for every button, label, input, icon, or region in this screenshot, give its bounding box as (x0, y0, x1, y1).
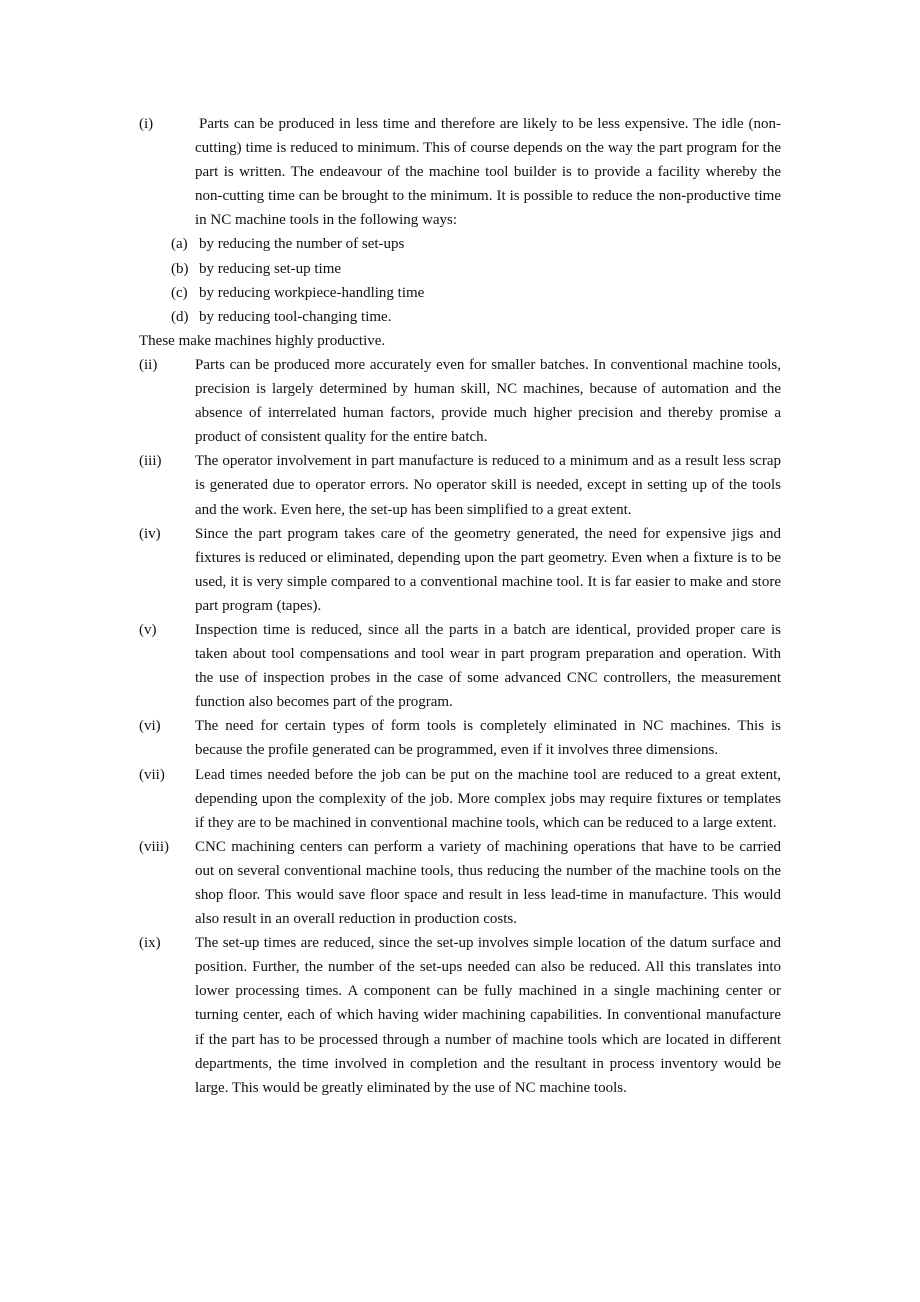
sub-item-text: by reducing set-up time (199, 260, 342, 277)
list-item-v (139, 618, 781, 714)
list-item-ix (139, 931, 781, 1100)
document-page (139, 112, 781, 1100)
sub-item-a (139, 232, 781, 256)
sub-item-b (139, 257, 781, 281)
item-text: Since the part program takes care of the geometry generated, the need for expensive jigs and fixtures is reduced or eliminated, depending upon the part geometry. Even when a fixture is to be used, it is very simple compared to a conventional machine tool. It is far easier to make and store part program (tapes). (195, 525, 781, 614)
item-text: Lead times needed before the job can be put on the machine tool are reduced to a great extent, depending upon the complexity of the job. More complex jobs may require fixtures or templates if they are to be machined in conventional machine tools, which can be reduced to a large extent. (195, 766, 781, 831)
item-text: CNC machining centers can perform a variety of machining operations that have to be carried out on several conventional machine tools, thus reducing the number of the machine tools on the shop floor. This would save floor space and result in less lead-time in manufacture. This would also result in an overall reduction in production costs. (195, 838, 781, 928)
list-item-iv (139, 522, 781, 618)
sub-item-c (139, 281, 781, 305)
sub-item-text: by reducing workpiece-handling time (199, 284, 425, 301)
item-text: The need for certain types of form tools is completely eliminated in NC machines. This is because the profile generated can be programmed, even if it involves three dimensions. (195, 718, 781, 759)
item-number: (vi) (139, 718, 161, 735)
item-text: Parts can be produced more accurately even for smaller batches. In conventional machine tools, precision is largely determined by human skill, NC machines, because of automation and the absence of interrelated human factors, provide much higher precision and thereby promise a product of consistent quality for the entire batch. (195, 356, 781, 446)
item-number: (viii) (139, 838, 169, 855)
item-number: (iii) (139, 453, 162, 470)
sub-item-number: (a) (171, 236, 188, 253)
closing-line: These make machines highly productive. (139, 332, 386, 349)
list-item-viii (139, 835, 781, 931)
item-text: The set-up times are reduced, since the set-up involves simple location of the datum surface and position. Further, the number of the set-ups needed can also be reduced. All this translates into lower processing times. A component can be fully machined in a single machining center or turning center, each of which having wider machining capabilities. In conventional manufacture if the part has to be processed through a number of machine tools which are located in different departments, the time involved in completion and the resultant in process inventory would be large. This would be greatly eliminated by the use of NC machine tools. (195, 935, 781, 1096)
item-text: Inspection time is reduced, since all the parts in a batch are identical, provided proper care is taken about tool compensations and tool wear in part program preparation and operation. With the use of inspection probes in the case of some advanced CNC controllers, the measurement function also becomes part of the program. (195, 621, 781, 711)
item-number: (vii) (139, 766, 165, 783)
item-text: Parts can be produced in less time and therefore are likely to be less expensive. The idle (non-cutting) time is reduced to minimum. This of course depends on the way the part program for the part is written. The endeavour of the machine tool builder is to provide a facility whereby the non-cutting time can be brought to the minimum. It is possible to reduce the non-productive time in NC machine tools in the following ways: (195, 116, 781, 229)
list-item-iii (139, 449, 781, 521)
list-item-vi (139, 714, 781, 762)
item-number: (ii) (139, 356, 158, 373)
list-item-vii (139, 763, 781, 835)
sub-item-number: (d) (171, 308, 189, 325)
list-item-ii (139, 353, 781, 449)
sub-item-number: (b) (171, 260, 189, 277)
item-number: (iv) (139, 525, 161, 542)
sub-item-text: by reducing the number of set-ups (199, 236, 405, 253)
item-number: (v) (139, 621, 157, 638)
item-number: (ix) (139, 935, 161, 952)
list-item-i (139, 112, 781, 232)
sub-item-number: (c) (171, 284, 188, 301)
item-number: (i) (139, 116, 154, 132)
sub-item-d (139, 305, 781, 329)
item-text: The operator involvement in part manufacture is reduced to a minimum and as a result less scrap is generated due to operator errors. No operator skill is needed, except in setting up of the tools and the work. Even here, the set-up has been simplified to a great extent. (195, 453, 781, 518)
sub-item-text: by reducing tool-changing time. (199, 308, 392, 325)
